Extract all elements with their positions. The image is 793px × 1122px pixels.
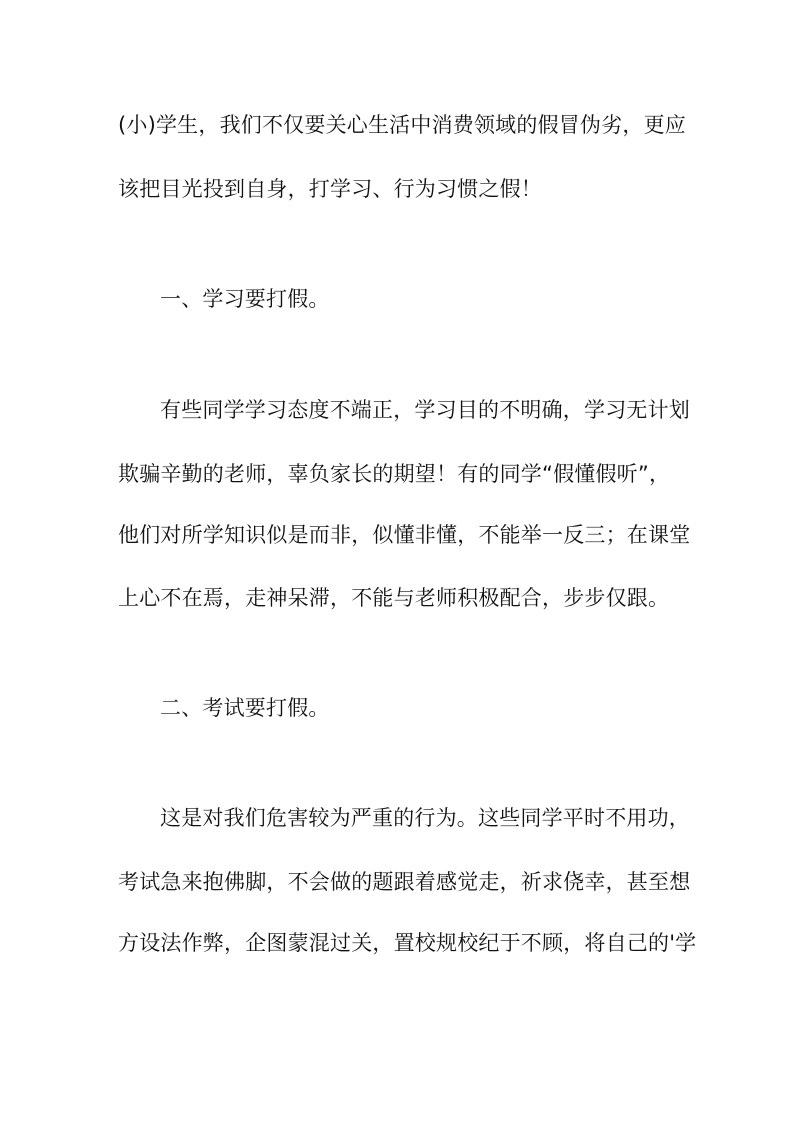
paragraph-1-line-1: (小)学生，我们不仅要关心生活中消费领域的假冒伪劣，更应 — [118, 113, 686, 137]
paragraph-2-line-4: 上心不在焉，走神呆滞，不能与老师积极配合，步步仅跟。 — [118, 586, 670, 610]
paragraph-3-line-1: 这是对我们危害较为严重的行为。这些同学平时不用功， — [160, 806, 690, 830]
heading-exam-anti-fake: 二、考试要打假。 — [160, 696, 330, 720]
paragraph-3-line-2: 考试急来抱佛脚，不会做的题跟着感觉走，祈求侥幸，甚至想 — [118, 870, 691, 894]
paragraph-3-line-3: 方设法作弊，企图蒙混过关，置校规校纪于不顾，将自己的'学 — [118, 931, 697, 955]
paragraph-1-line-2: 该把目光投到自身，打学习、行为习惯之假！ — [118, 177, 542, 201]
paragraph-2-line-1: 有些同学学习态度不端正，学习目的不明确，学习无计划 — [160, 398, 690, 422]
paragraph-2-line-2: 欺骗辛勤的老师，辜负家长的期望！有的同学“假懂假听”， — [118, 462, 671, 486]
paragraph-2-line-3: 他们对所学知识似是而非，似懂非懂，不能举一反三；在课堂 — [118, 523, 691, 547]
heading-study-anti-fake: 一、学习要打假。 — [160, 287, 330, 311]
